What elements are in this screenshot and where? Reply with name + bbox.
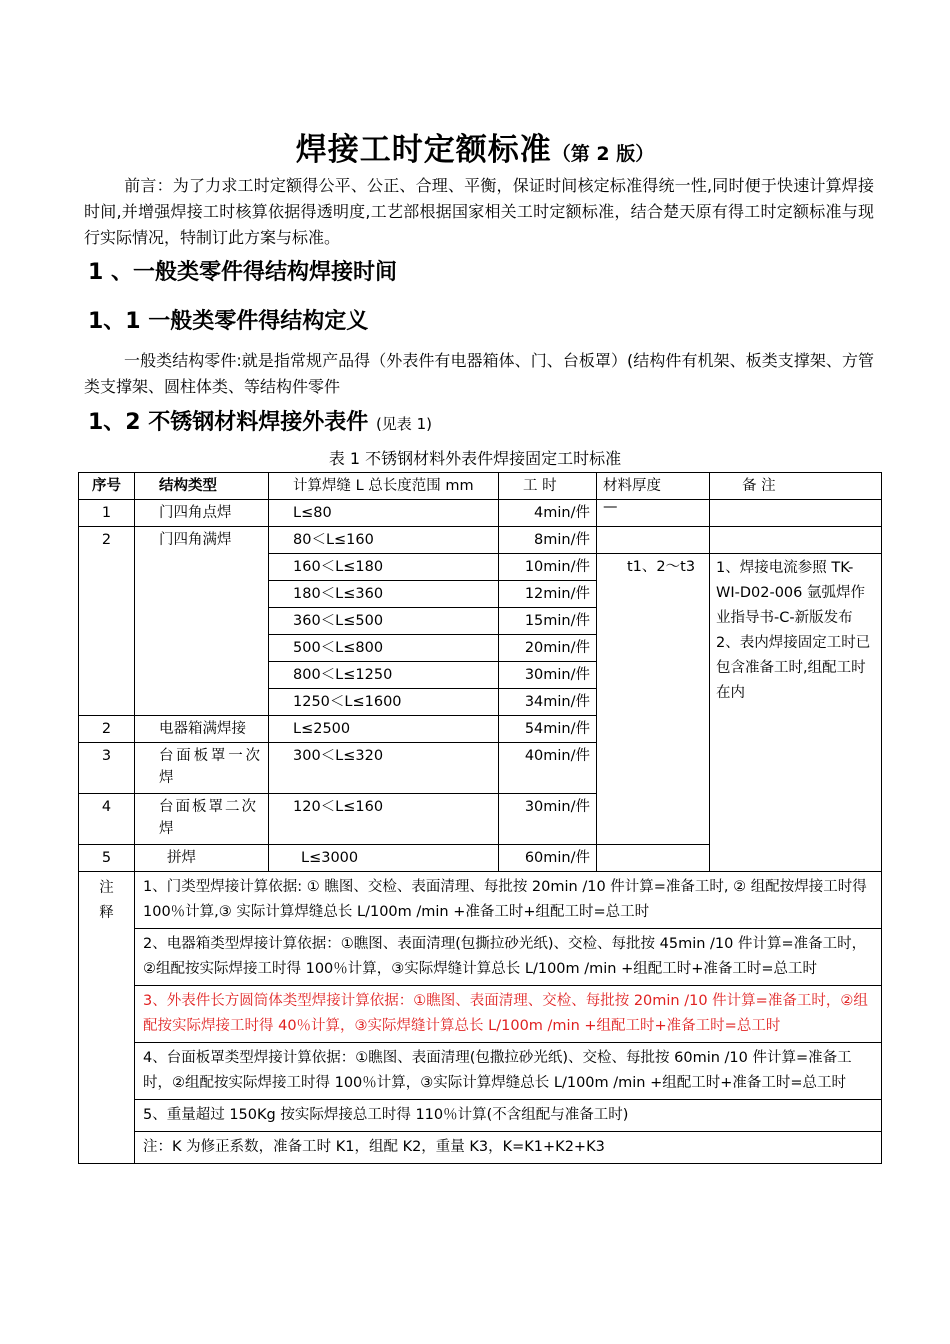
section-heading-1-2 xyxy=(88,407,432,440)
row-time: 15min/件 xyxy=(499,608,597,635)
notes-row xyxy=(79,872,882,929)
notes-row xyxy=(79,1043,882,1100)
note-item: 4、台面板罩类型焊接计算依据：①瞧图、表面清理(包撒拉砂光纸)、交检、每批按 60min /10 件计算=准备工时，②组配按实际焊接工时得 100％计算，③实际计算焊缝总长 L/100m /min +组配工时+准备工时=总工时 xyxy=(135,1043,882,1100)
row-time: 54min/件 xyxy=(499,716,597,743)
preface-paragraph xyxy=(84,173,874,251)
header-no: 序号 xyxy=(79,473,135,500)
definition-paragraph xyxy=(84,348,874,400)
remark-empty-bottom xyxy=(597,845,710,872)
note-item: 5、重量超过 150Kg 按实际焊接总工时得 110％计算(不含组配与准备工时) xyxy=(135,1100,882,1132)
row-time: 10min/件 xyxy=(499,554,597,581)
row-time: 30min/件 xyxy=(499,662,597,689)
row-no: 2 xyxy=(79,527,135,716)
remark-empty-top xyxy=(710,500,882,527)
row-no: 5 xyxy=(79,845,135,872)
row-range: 800＜L≤1250 xyxy=(269,662,499,689)
row-type: 门四角满焊 xyxy=(135,527,269,716)
row-type: 门四角点焊 xyxy=(135,500,269,527)
row-range: 300＜L≤320 xyxy=(269,743,499,794)
row-time: 8min/件 xyxy=(499,527,597,554)
note-item: 2、电器箱类型焊接计算依据：①瞧图、表面清理(包撕拉砂光纸)、交检、每批按 45min /10 件计算=准备工时，②组配按实际焊接工时得 100％计算，③实际焊缝计算总长 L/100m /min +组配工时+准备工时=总工时 xyxy=(135,929,882,986)
notes-row xyxy=(79,1100,882,1132)
remark-text: 1、焊接电流参照 TK-WI-D02-006 氩弧焊作业指导书-C-新版发布 2、表内焊接固定工时已包含准备工时,组配工时在内 xyxy=(716,560,871,701)
remark-cell xyxy=(710,554,882,872)
row-range: 360＜L≤500 xyxy=(269,608,499,635)
notes-row xyxy=(79,929,882,986)
row-no: 1 xyxy=(79,500,135,527)
title-version: （第 2 版） xyxy=(551,143,655,165)
note-item-highlighted: 3、外表件长方圆筒体类型焊接计算依据：①瞧图、表面清理、交检、每批按 20min /10 件计算=准备工时，②组配按实际焊接工时得 40％计算，③实际焊缝计算总长 L/100m /min +组配工时+准备工时=总工时 xyxy=(135,986,882,1043)
row-time: 34min/件 xyxy=(499,689,597,716)
title-main: 焊接工时定额标准 xyxy=(295,132,552,168)
header-time: 工 时 xyxy=(499,473,597,500)
section-heading-1: 1 、一般类零件得结构焊接时间 xyxy=(88,260,397,285)
preface-text: 前言：为了力求工时定额得公平、公正、合理、平衡，保证时间核定标准得统一性,同时便于快速计算焊接时间,并增强焊接工时核算依据得透明度,工艺部根据国家相关工时定额标准，结合楚天原有得工时定额标准与现行实际情况，特制订此方案与标准。 xyxy=(84,176,874,247)
table-row xyxy=(79,500,882,527)
header-thickness: 材料厚度 xyxy=(597,473,710,500)
note-item: 1、门类型焊接计算依据: ① 瞧图、交检、表面清理、每批按 20min /10 件计算=准备工时, ② 组配按焊接工时得 100％计算,③ 实际计算焊缝总长 L/100m /min +准备工时+组配工时=总工时 xyxy=(135,872,882,929)
row-range: 1250＜L≤1600 xyxy=(269,689,499,716)
header-range: 计算焊缝 L 总长度范围 mm xyxy=(269,473,499,500)
section-heading-1-2-title: 1、2 不锈钢材料焊接外表件 xyxy=(88,410,369,435)
row-range: 180＜L≤360 xyxy=(269,581,499,608)
notes-row xyxy=(79,1132,882,1164)
section-heading-1-1: 1、1 一般类零件得结构定义 xyxy=(88,309,369,334)
row-range: 120＜L≤160 xyxy=(269,794,499,845)
header-type: 结构类型 xyxy=(135,473,269,500)
thickness-cell: t1、2～t3 xyxy=(597,554,710,845)
thickness-mark: — xyxy=(597,500,710,527)
row-time: 20min/件 xyxy=(499,635,597,662)
row-time: 4min/件 xyxy=(499,500,597,527)
welding-standard-table xyxy=(78,472,882,1164)
note-item: 注：K 为修正系数，准备工时 K1，组配 K2，重量 K3，K=K1+K2+K3 xyxy=(135,1132,882,1164)
row-no: 3 xyxy=(79,743,135,794)
row-type: 电器箱满焊接 xyxy=(135,716,269,743)
row-range: L≤80 xyxy=(269,500,499,527)
row-time: 40min/件 xyxy=(499,743,597,794)
row-range: L≤2500 xyxy=(269,716,499,743)
row-range: 160＜L≤180 xyxy=(269,554,499,581)
table-header-row xyxy=(79,473,882,500)
row-type: 拼焊 xyxy=(135,845,269,872)
thickness-empty xyxy=(597,527,710,554)
row-no: 4 xyxy=(79,794,135,845)
row-time: 12min/件 xyxy=(499,581,597,608)
header-remark: 备 注 xyxy=(710,473,882,500)
notes-label: 注 释 xyxy=(79,872,135,1164)
section-heading-1-2-note: (见表 1) xyxy=(375,415,432,433)
notes-row xyxy=(79,986,882,1043)
table-caption: 表 1 不锈钢材料外表件焊接固定工时标准 xyxy=(328,449,622,468)
page-title xyxy=(0,128,950,176)
row-time: 60min/件 xyxy=(499,845,597,872)
row-time: 30min/件 xyxy=(499,794,597,845)
row-range: 500＜L≤800 xyxy=(269,635,499,662)
row-type: 台面板罩一次焊 xyxy=(135,743,269,794)
table-row xyxy=(79,527,882,554)
row-no: 2 xyxy=(79,716,135,743)
row-range: 80＜L≤160 xyxy=(269,527,499,554)
remark-empty xyxy=(710,527,882,554)
row-range: L≤3000 xyxy=(269,845,499,872)
row-type: 台面板罩二次焊 xyxy=(135,794,269,845)
definition-text: 一般类结构零件:就是指常规产品得（外表件有电器箱体、门、台板罩）(结构件有机架、板类支撑架、方管类支撑架、圆柱体类、等结构件零件 xyxy=(84,351,874,396)
